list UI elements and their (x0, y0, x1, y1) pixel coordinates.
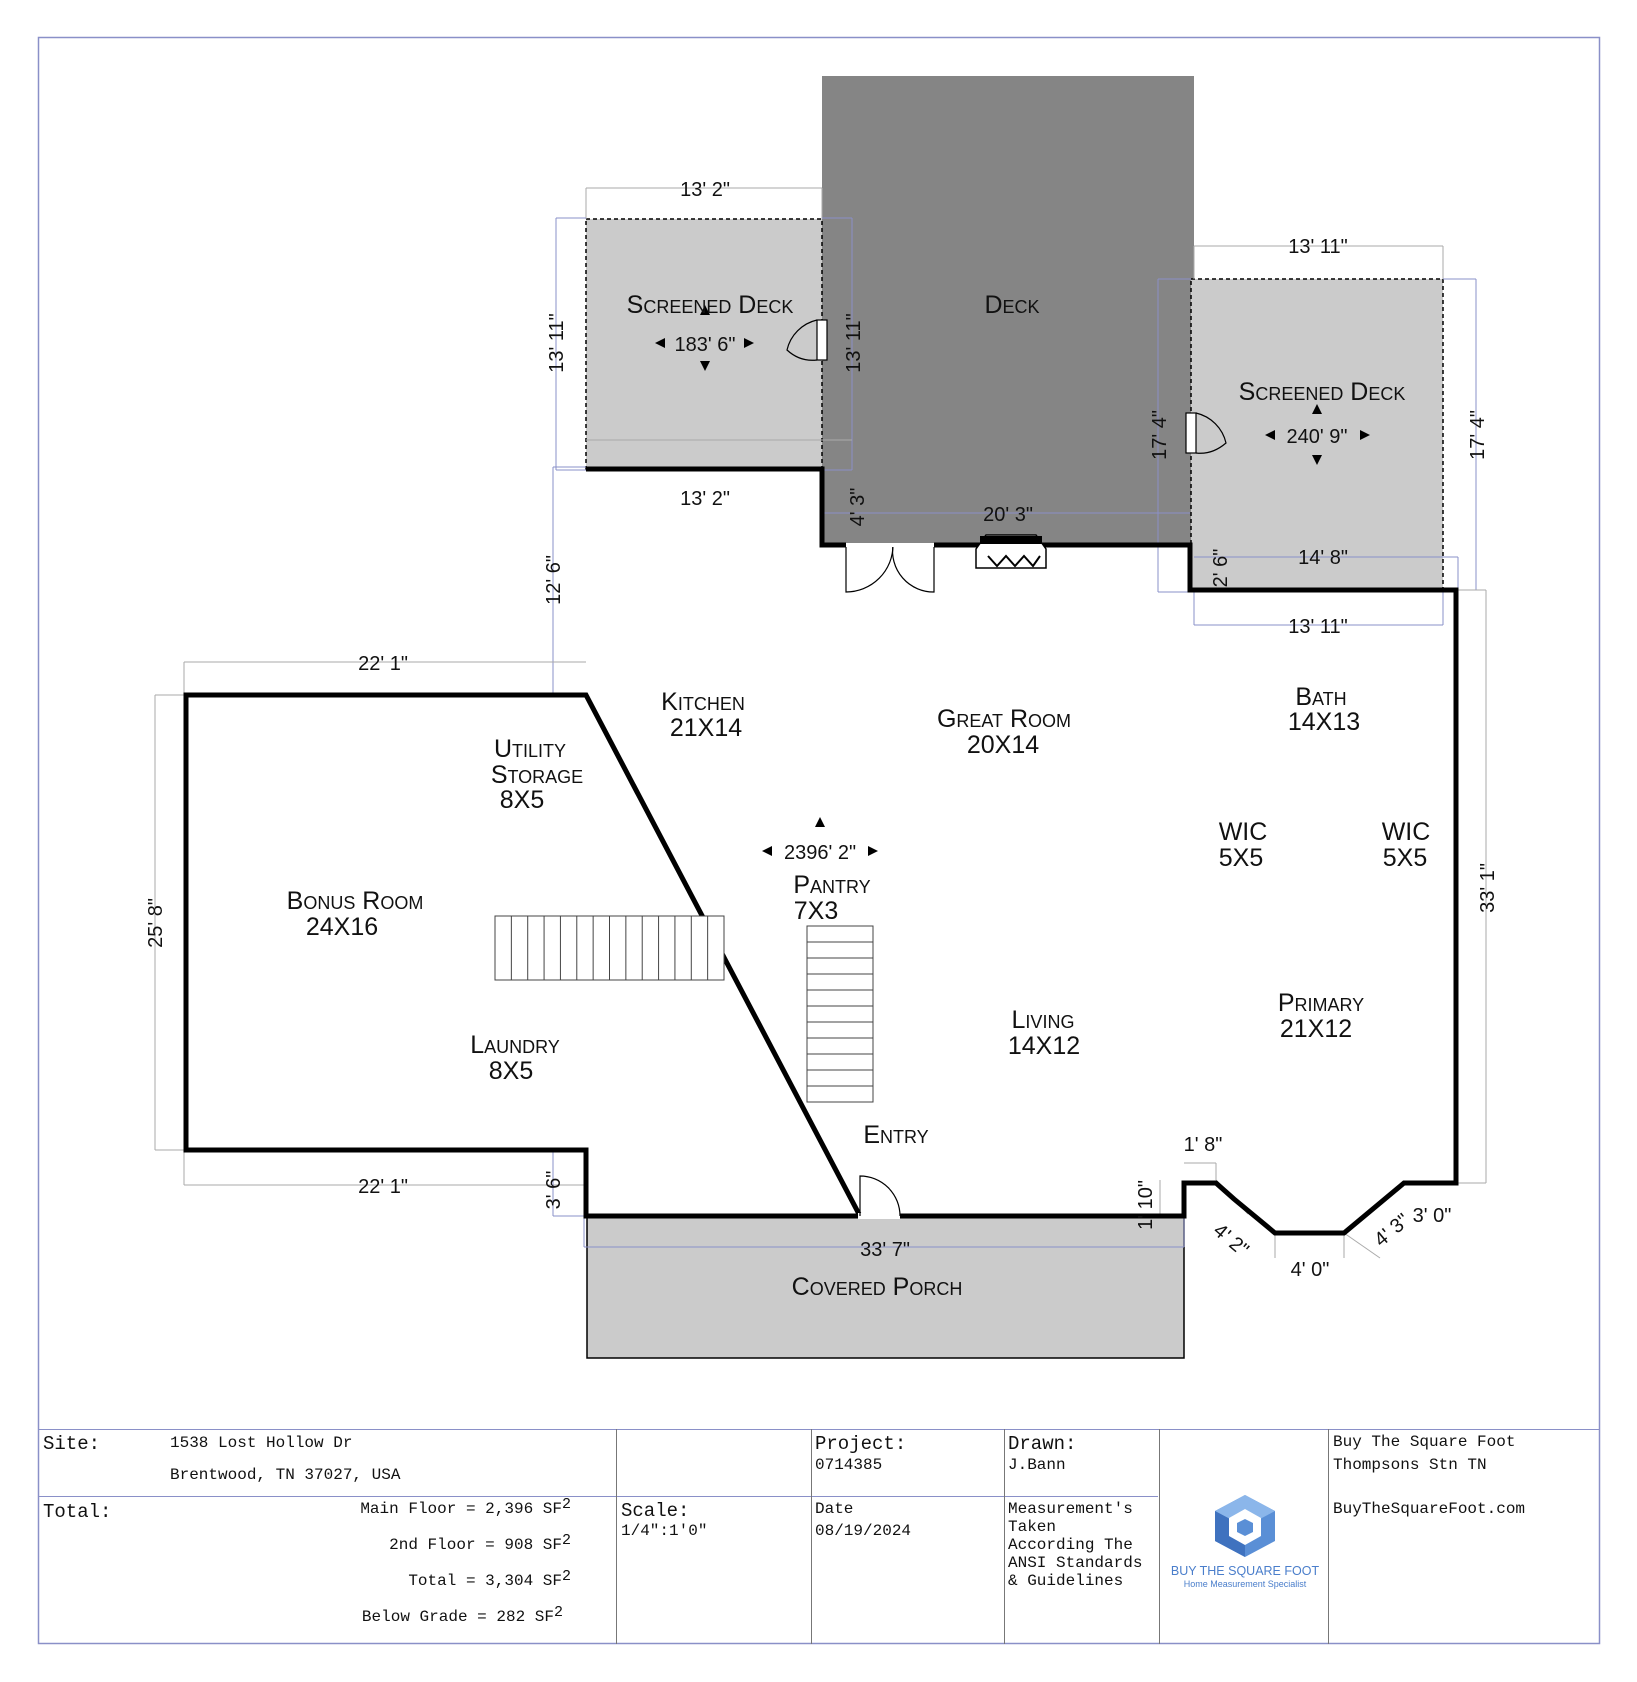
great-room-label: Great Room (936, 705, 1072, 733)
screened-deck-right-area-label: 240' 9" (1286, 426, 1348, 448)
rear-double-door (846, 545, 934, 592)
dim-sd-left-bottom: 13' 2" (680, 488, 730, 510)
dim-bay-5: 4' 3" (1370, 1209, 1415, 1252)
pantry-size: 7X3 (793, 897, 839, 925)
ansi-note: Measurement's Taken According The ANSI Standards & Guidelines (1008, 1500, 1143, 1590)
laundry-size: 8X5 (488, 1057, 534, 1085)
storage-label: Storage (490, 761, 584, 789)
company-logo (1170, 1493, 1320, 1593)
dim-bay-3: 4' 2" (1208, 1219, 1253, 1262)
wic-2-size: 5X5 (1382, 844, 1428, 872)
company-line-2: Thompsons Stn TN (1333, 1456, 1487, 1474)
below-grade-row: Below Grade = 282 $SF^2$ (361, 1604, 563, 1626)
living-size: 14X12 (1007, 1032, 1081, 1060)
living-label: Living (1011, 1006, 1075, 1034)
dim-bay-2: 1' 10" (1135, 1180, 1157, 1230)
primary-label: Primary (1277, 989, 1365, 1017)
date-value: 08/19/2024 (815, 1522, 912, 1540)
pantry-label: Pantry (793, 871, 871, 899)
site-line-1: 1538 Lost Hollow Dr (170, 1434, 353, 1452)
cube-logo-icon (1215, 1495, 1275, 1557)
great-room-size: 20X14 (966, 731, 1040, 759)
front-door (858, 1176, 900, 1219)
stairs-horizontal (495, 916, 724, 980)
second-floor-row: 2nd Floor = 908 $SF^2$ (389, 1532, 571, 1554)
date-label: Date (815, 1500, 854, 1518)
total-value: 3,304 (485, 1572, 534, 1590)
dim-porch-width: 33' 7" (860, 1239, 910, 1261)
utility-size: 8X5 (499, 786, 545, 814)
bath-size: 14X13 (1287, 708, 1361, 736)
main-floor-label: Main Floor (360, 1500, 457, 1518)
wic-2-label: WIC (1381, 818, 1431, 846)
main-floor-row: Main Floor = 2,396 $SF^2$ (360, 1496, 571, 1518)
dim-sd-left-side: 13' 11" (546, 313, 568, 373)
dim-sd-left-top: 13' 2" (680, 179, 730, 201)
dim-left-vertical: 12' 6" (543, 555, 565, 605)
company-line-1: Buy The Square Foot (1333, 1433, 1516, 1451)
project-value: 0714385 (815, 1456, 883, 1474)
primary-size: 21X12 (1279, 1015, 1353, 1043)
dim-bonus-side: 25' 8" (145, 898, 167, 948)
total-unit: SF (542, 1572, 562, 1590)
dim-sd-right-left: 17' 4" (1149, 410, 1171, 460)
dim-deck-width: 20' 3" (983, 504, 1033, 526)
main-area-label: 2396' 2" (783, 842, 857, 864)
utility-label: Utility (493, 735, 567, 763)
main-floor-unit: SF (542, 1500, 562, 1518)
below-grade-label: Below Grade (361, 1608, 468, 1626)
drawn-label: Drawn: (1008, 1433, 1077, 1455)
scale-label: Scale: (621, 1500, 690, 1522)
scale-value: 1/4":1'0" (621, 1522, 708, 1540)
main-floor-unit-sup: 2 (561, 1496, 571, 1513)
project-label: Project: (815, 1433, 907, 1455)
main-floor-value: 2,396 (485, 1500, 534, 1518)
below-grade-unit: SF (534, 1608, 554, 1626)
second-floor-value: 908 (504, 1536, 534, 1554)
fireplace-icon (976, 535, 1046, 568)
second-floor-label: 2nd Floor (389, 1536, 476, 1554)
dim-bonus-bottom: 22' 1" (358, 1176, 408, 1198)
site-line-2: Brentwood, TN 37027, USA (170, 1466, 401, 1484)
entry-label: Entry (863, 1121, 929, 1149)
bonus-room-size: 24X16 (305, 913, 379, 941)
dim-bay-1: 1' 8" (1183, 1134, 1223, 1156)
screened-deck-left-area-label: 183' 6" (674, 334, 736, 356)
dim-right-step-width: 14' 8" (1298, 547, 1348, 569)
second-floor-unit: SF (542, 1536, 562, 1554)
wic-1-size: 5X5 (1218, 844, 1264, 872)
bath-label: Bath (1295, 683, 1347, 711)
below-grade-value: 282 (496, 1608, 526, 1626)
below-grade-unit-sup: 2 (553, 1604, 563, 1621)
bonus-room-label: Bonus Room (286, 887, 424, 915)
dim-sd-right-right: 17' 4" (1467, 410, 1489, 460)
logo-tagline: Home Measurement Specialist (1183, 1579, 1307, 1589)
dim-right-side: 33' 1" (1477, 863, 1499, 913)
logo-name: BUY THE SQUARE FOOT (1170, 1564, 1320, 1578)
screened-deck-right-label: Screened Deck (1238, 378, 1406, 406)
second-floor-unit-sup: 2 (561, 1532, 571, 1549)
dim-bonus-top: 22' 1" (358, 653, 408, 675)
total-row: Total = 3,304 $SF^2$ (408, 1568, 571, 1590)
dim-bay-4: 4' 0" (1290, 1259, 1330, 1281)
dim-sd-right-top: 13' 11" (1288, 236, 1348, 258)
total-label: Total: (43, 1501, 112, 1523)
wic-1-label: WIC (1218, 818, 1268, 846)
total-row-label: Total (408, 1572, 457, 1590)
deck-label: Deck (984, 291, 1040, 319)
site-label: Site: (43, 1433, 101, 1455)
covered-porch-label: Covered Porch (791, 1273, 963, 1301)
dim-left-step-bottom: 3' 6" (543, 1170, 565, 1210)
drawn-value: J.Bann (1008, 1456, 1066, 1474)
kitchen-label: Kitchen (661, 688, 745, 716)
kitchen-size: 21X14 (669, 714, 743, 742)
dim-bay-6: 3' 0" (1412, 1205, 1452, 1227)
screened-deck-left-label: Screened Deck (626, 291, 794, 319)
stairs-vertical (807, 926, 873, 1102)
laundry-label: Laundry (470, 1031, 560, 1059)
dim-sd-right-bottom: 13' 11" (1288, 616, 1348, 638)
dim-right-step: 2' 6" (1210, 548, 1232, 588)
total-unit-sup: 2 (561, 1568, 571, 1585)
dim-sd-left-right: 13' 11" (843, 313, 865, 373)
dim-deck-step: 4' 3" (847, 487, 869, 527)
company-url: BuyTheSquareFoot.com (1333, 1500, 1526, 1518)
